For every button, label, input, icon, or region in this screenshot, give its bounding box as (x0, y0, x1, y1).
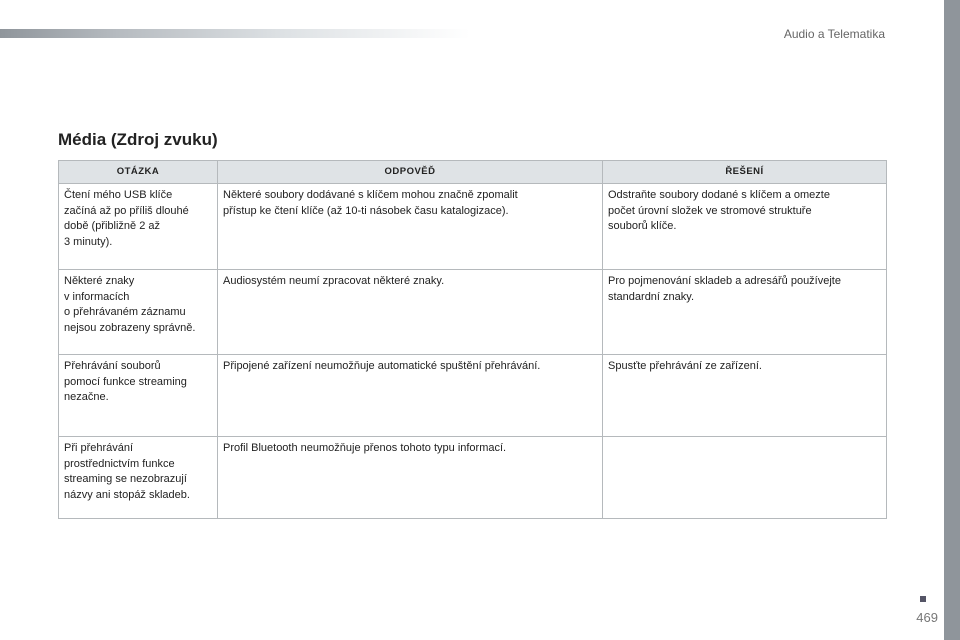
footer-square-icon (920, 596, 926, 602)
cell-answer: Profil Bluetooth neumožňuje přenos tohoto typu informací. (218, 437, 603, 519)
cell-question: Při přehrávání prostřednictvím funkce streaming se nezobrazují názvy ani stopáž skladeb. (59, 437, 218, 519)
cell-question: Některé znaky v informacích o přehrávaném záznamu nejsou zobrazeny správně. (59, 270, 218, 355)
header-solution: ŘEŠENÍ (603, 161, 887, 184)
cell-solution: Spusťte přehrávání ze zařízení. (603, 355, 887, 437)
cell-solution (603, 437, 887, 519)
page-edge-bar (944, 0, 960, 640)
cell-solution: Odstraňte soubory dodané s klíčem a omezte počet úrovní složek ve stromové struktuře souborů klíče. (603, 184, 887, 270)
table-row (59, 270, 887, 355)
table-header-row (59, 161, 887, 184)
page-title: Média (Zdroj zvuku) (58, 130, 218, 149)
table-row (59, 437, 887, 519)
cell-question: Přehrávání souborů pomocí funkce streaming nezačne. (59, 355, 218, 437)
cell-question: Čtení mého USB klíče začíná až po příliš dlouhé době (přibližně 2 až 3 minuty). (59, 184, 218, 270)
page-number: 469 (916, 610, 938, 625)
cell-answer: Audiosystém neumí zpracovat některé znaky. (218, 270, 603, 355)
header-answer: ODPOVĚĎ (218, 161, 603, 184)
table-row (59, 355, 887, 437)
cell-solution: Pro pojmenování skladeb a adresářů používejte standardní znaky. (603, 270, 887, 355)
header-gradient-bar (0, 29, 470, 38)
cell-answer: Připojené zařízení neumožňuje automatické spuštění přehrávání. (218, 355, 603, 437)
section-label: Audio a Telematika (783, 27, 885, 41)
table-row (59, 184, 887, 270)
faq-table (58, 160, 887, 519)
cell-answer: Některé soubory dodávané s klíčem mohou značně zpomalit přístup ke čtení klíče (až 10-ti násobek času katalogizace). (218, 184, 603, 270)
header-question: OTÁZKA (59, 161, 218, 184)
